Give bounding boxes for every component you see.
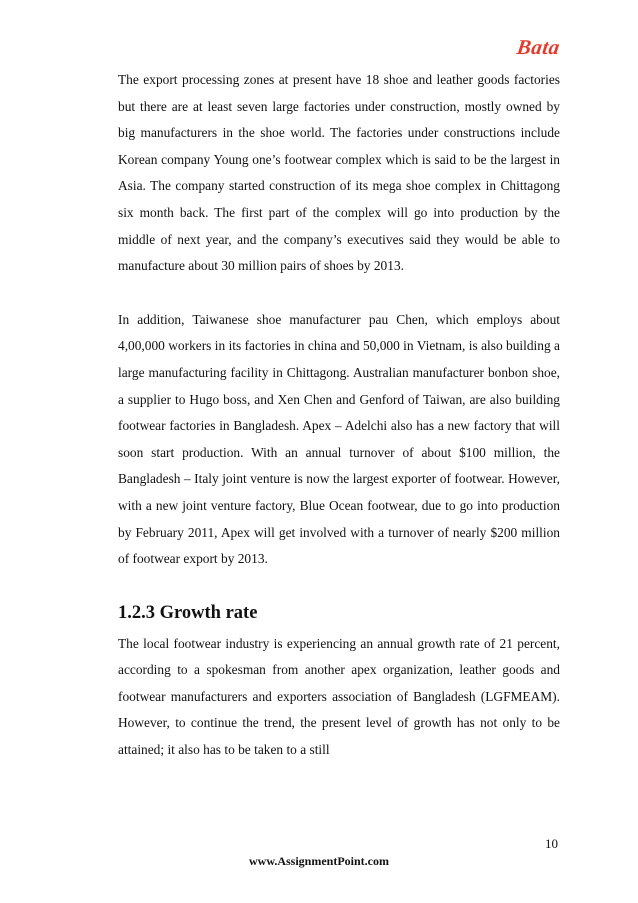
bata-logo: Bata [515, 35, 562, 59]
document-body [118, 67, 560, 764]
paragraph-growth-rate: The local footwear industry is experiencing an annual growth rate of 21 percent, according to a spokesman from another apex organization, leather goods and footwear manufacturers and exporters association of Bangladesh (LGFMEAM). However, to continue the trend, the present level of growth has not only to be attained; it also has to be taken to a still [118, 635, 560, 758]
paragraph-export-zones: The export processing zones at present have 18 shoe and leather goods factories but there are at least seven large factories under construction, mostly owned by big manufacturers in the shoe world. The factories under constructions include Korean company Young one’s footwear complex which is said to be the largest in Asia. The company started construction of its mega shoe complex in Chittagong six month back. The first part of the complex will go into production by the middle of next year, and the company’s executives said they would be able to manufacture about 30 million pairs of shoes by 2013. [118, 72, 560, 274]
footer-website: www.AssignmentPoint.com [249, 854, 389, 868]
section-heading: 1.2.3 Growth rate [118, 602, 258, 623]
page-number: 10 [545, 836, 558, 851]
paragraph-taiwanese-manufacturers: In addition, Taiwanese shoe manufacturer pau Chen, which employs about 4,00,000 workers in its factories in china and 50,000 in Vietnam, is also building a large manufacturing facility in Chittagong. Australian manufacturer bonbon shoe, a supplier to Hugo boss, and Xen Chen and Genford of Taiwan, are also building footwear factories in Bangladesh. Apex – Adelchi also has a new factory that will soon start production. With an annual turnover of about $100 million, the Bangladesh – Italy joint venture is now the largest exporter of footwear. However, with a new joint venture factory, Blue Ocean footwear, due to go into production by February 2011, Apex will get involved with a turnover of nearly $200 million of footwear export by 2013. [118, 311, 560, 567]
